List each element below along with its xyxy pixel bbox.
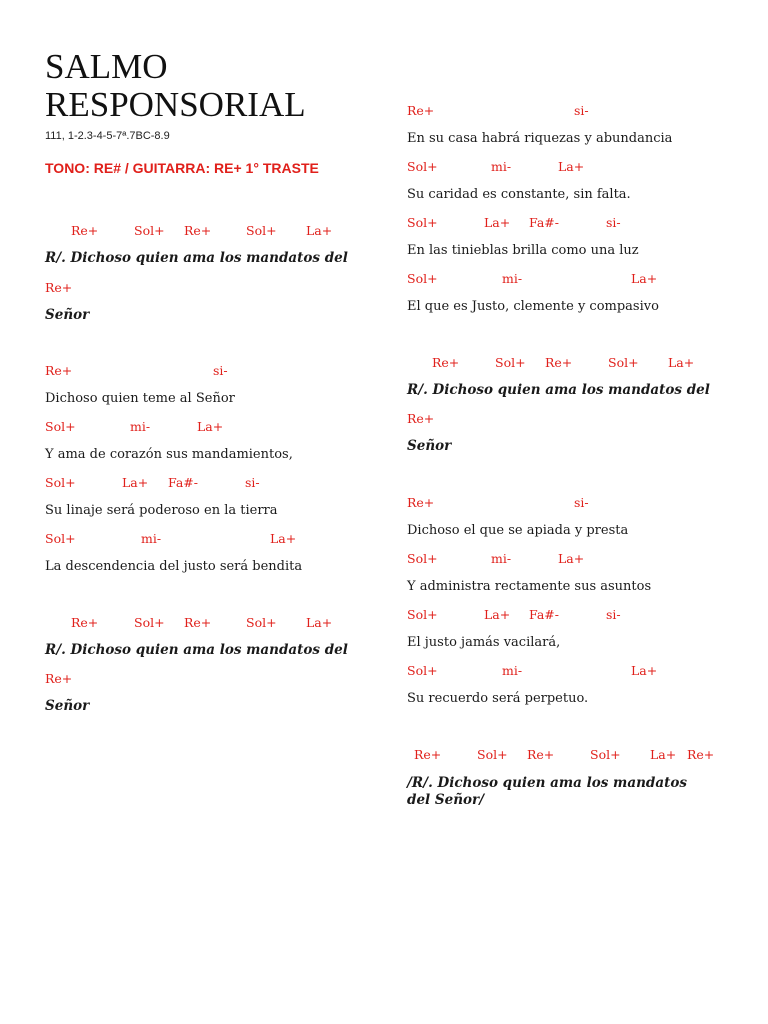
chord: Re+ — [687, 747, 715, 762]
antiphon-line: Señor — [45, 307, 90, 323]
chord: Re+ — [45, 280, 73, 295]
verse-line: Y ama de corazón sus mandamientos, — [45, 447, 293, 462]
chord: Re+ — [407, 495, 435, 510]
chord: Re+ — [414, 747, 442, 762]
chord: Sol+ — [407, 159, 438, 174]
verse-line: Dichoso el que se apiada y presta — [407, 523, 629, 538]
chord: Sol+ — [134, 223, 165, 238]
chord: La+ — [484, 215, 511, 230]
chord: si- — [245, 475, 260, 490]
chord: Re+ — [407, 103, 435, 118]
chord: mi- — [502, 663, 523, 678]
chord: Re+ — [527, 747, 555, 762]
verse-line: El justo jamás vacilará, — [407, 635, 561, 650]
chord: Sol+ — [407, 551, 438, 566]
chord: La+ — [306, 223, 333, 238]
title-line-1: SALMO — [45, 47, 168, 86]
chord: Sol+ — [246, 223, 277, 238]
verse-line: Su caridad es constante, sin falta. — [407, 187, 631, 202]
chord: Fa#- — [168, 475, 198, 490]
title-line-2: RESPONSORIAL — [45, 85, 306, 124]
chord: si- — [574, 495, 589, 510]
chord: Sol+ — [134, 615, 165, 630]
chord: Sol+ — [608, 355, 639, 370]
chord: La+ — [668, 355, 695, 370]
chord: si- — [213, 363, 228, 378]
chord: Re+ — [45, 671, 73, 686]
antiphon-line: Señor — [407, 438, 452, 454]
chord: mi- — [141, 531, 162, 546]
chord: Sol+ — [407, 607, 438, 622]
chord: mi- — [491, 159, 512, 174]
chord: Re+ — [545, 355, 573, 370]
verse-line: El que es Justo, clemente y compasivo — [407, 299, 659, 314]
chord: Sol+ — [45, 531, 76, 546]
chord: Fa#- — [529, 607, 559, 622]
chord: Fa#- — [529, 215, 559, 230]
chord: mi- — [491, 551, 512, 566]
verse-line: Y administra rectamente sus asuntos — [407, 579, 652, 594]
chord: Re+ — [71, 615, 99, 630]
verse-line: Su recuerdo será perpetuo. — [407, 691, 589, 706]
psalm-reference: 111, 1-2.3-4-5-7ª.7BC-8.9 — [45, 130, 170, 142]
antiphon-line: R/. Dichoso quien ama los mandatos del — [45, 642, 348, 658]
verse-line: La descendencia del justo será bendita — [45, 559, 303, 574]
chord: Sol+ — [246, 615, 277, 630]
chord: si- — [606, 215, 621, 230]
final-antiphon-line: del Señor/ — [407, 792, 485, 808]
key-indication: TONO: RE# / GUITARRA: RE+ 1° TRASTE — [45, 160, 319, 176]
chord: Re+ — [184, 615, 212, 630]
verse-line: En las tinieblas brilla como una luz — [407, 243, 639, 258]
chord: Re+ — [407, 411, 435, 426]
chord: Re+ — [432, 355, 460, 370]
antiphon-line: R/. Dichoso quien ama los mandatos del — [407, 382, 710, 398]
chord: La+ — [558, 551, 585, 566]
chord: si- — [574, 103, 589, 118]
verse-line: En su casa habrá riquezas y abundancia — [407, 131, 673, 146]
chord: Sol+ — [407, 271, 438, 286]
chord: Sol+ — [45, 475, 76, 490]
chord: Sol+ — [477, 747, 508, 762]
chord: La+ — [631, 271, 658, 286]
chord: Sol+ — [590, 747, 621, 762]
chord: mi- — [502, 271, 523, 286]
chord: La+ — [122, 475, 149, 490]
chord: La+ — [650, 747, 677, 762]
antiphon-line: Señor — [45, 698, 90, 714]
antiphon-line: R/. Dichoso quien ama los mandatos del — [45, 250, 348, 266]
final-antiphon-line: /R/. Dichoso quien ama los mandatos — [407, 775, 687, 791]
chord: La+ — [270, 531, 297, 546]
chord: La+ — [484, 607, 511, 622]
verse-line: Dichoso quien teme al Señor — [45, 391, 235, 406]
chord: Re+ — [184, 223, 212, 238]
chord: Sol+ — [45, 419, 76, 434]
page-title — [45, 48, 306, 124]
chord: La+ — [197, 419, 224, 434]
chord: Sol+ — [407, 663, 438, 678]
chord: Sol+ — [495, 355, 526, 370]
chord: Re+ — [45, 363, 73, 378]
chord: Sol+ — [407, 215, 438, 230]
chord: Re+ — [71, 223, 99, 238]
chord: mi- — [130, 419, 151, 434]
chord: La+ — [631, 663, 658, 678]
chord: La+ — [306, 615, 333, 630]
verse-line: Su linaje será poderoso en la tierra — [45, 503, 278, 518]
chord: La+ — [558, 159, 585, 174]
chord: si- — [606, 607, 621, 622]
